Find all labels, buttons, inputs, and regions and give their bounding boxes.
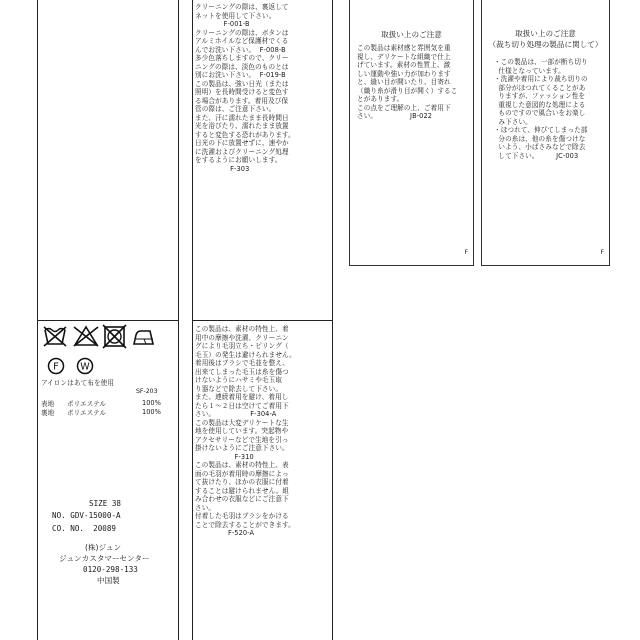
tag-2-care-text-top: クリーニングの際は、裏返して ネットを使用して下さい。 F-001-B クリーニングの際は、ボタンは アルミホイルなど保護材でくる んでお洗い下さい。 F-008-B 多少色落ちしますので、クリー ニングの際は、淡色のものとは 別にお洗い下さい。 F-019-B この製品は、強い日光（または 照明）を長時間受けると変色す る場合があります。着用及び保 管の際は、ご注意下さい。 また、汗に濡れたまま長時間日 光を浴びたり、濡れたまま放置 すると変色する恐れがあります。 日光の下に放置せずに、速やか に洗濯およびクリーニング処理 をするようにお願いします。 F-303 [195, 3, 295, 173]
no-tumble-dry-icon [103, 325, 126, 348]
dry-clean-f-icon [49, 359, 64, 374]
tag-1-divider [37, 320, 179, 321]
wet-clean-w-icon [78, 359, 93, 374]
care-notice-footer-1: F [464, 249, 468, 256]
customer-center: ジュンカスタマーセンター [59, 554, 150, 563]
care-notice-body-1: この製品は素材感と雰囲気を重 視し、デリケートな組織で仕上 げています。素材の性質上、激 しい運動や強い力が加わります と、縫い目が開いたり、目寄れ （織り糸が滑り目が開く）するこ とがあります。 この点をご理解の上、ご着用下 さい。 JB-022 [357, 44, 458, 120]
care-notice-title-1: 取扱い上のご注意 [381, 30, 442, 39]
fiber-percent: 100% [142, 407, 161, 416]
care-symbols [40, 322, 180, 407]
product-co-number: CO. NO. 20089 [52, 524, 117, 533]
tag-2-care-text-bottom: この製品は、素材の特性上、着 用中の摩擦や洗濯、クリーニン グにより毛羽立ち・ピリング（ 毛玉）の発生は避けられません。 着用後はブラシで毛並を整え、 出来てしまった毛玉は糸を傷つ けないようにハサミや毛玉取 り器などで除去して下さい。 また、連続着用を避け、着用し たら１～２日は空けてご着用下 さい。 F-304-A この製品は大変デリケートな生 地を使用しています。突起物や アクセサリーなどで生地を引っ 掛けないようにご注意下さい。 F-310 この製品は、素材の特性上、表 面の毛羽が着用時の摩擦によっ て抜けたり、ほかの衣服に付着 することは避けられません。組 み合わせの衣服などにご注意下 さい。 付着した毛羽はブラシをかける ことで除去することができます。 F-520-A [195, 325, 296, 537]
company-name: (株)ジュン [85, 543, 122, 552]
fiber-composition [41, 398, 161, 416]
fiber-row [41, 407, 161, 416]
dry-clean-letter: F [53, 361, 59, 373]
customer-phone: 0120-298-133 [83, 565, 138, 574]
product-number: NO. GDV-15000-A [52, 511, 121, 520]
care-notice-box-2 [481, 0, 610, 266]
iron-note: アイロンはあて布を使用 [41, 379, 115, 387]
fiber-part: 裏地 [41, 408, 55, 417]
care-notice-body-2: ・この製品は、一部が断ち切り 仕様となっています。 ・洗濯や着用により裁ち切りの 部分がほつれてくることがあ りますが、ファッション性を 重視した意図的な処理による ものですので風合いをお楽し み下さい。 ・ほつれて、伸びてしまった部 分の糸は、他の糸を傷つけな いよう、小ばさみなどで除去 して下さい。 JC-003 [494, 58, 588, 160]
fiber-percent: 100% [142, 398, 161, 407]
no-bleach-icon [74, 327, 98, 346]
no-wash-icon [44, 327, 66, 346]
fiber-material: ポリエステル [67, 408, 106, 417]
fiber-part: 表地 [41, 399, 55, 408]
iron-icon [134, 331, 153, 344]
product-size: SIZE 38 [89, 499, 122, 508]
care-notice-box-1 [349, 0, 474, 266]
care-notice-footer-2: F [600, 249, 604, 256]
care-symbol-code: SF-203 [136, 388, 158, 395]
care-notice-title-2: 取扱い上のご注意 （裁ち切り処理の製品に関して） [488, 29, 603, 49]
country-of-origin: 中国製 [97, 576, 120, 585]
tag-2-divider [192, 320, 333, 321]
wet-clean-letter: W [80, 361, 90, 373]
fiber-material: ポリエステル [67, 399, 106, 408]
